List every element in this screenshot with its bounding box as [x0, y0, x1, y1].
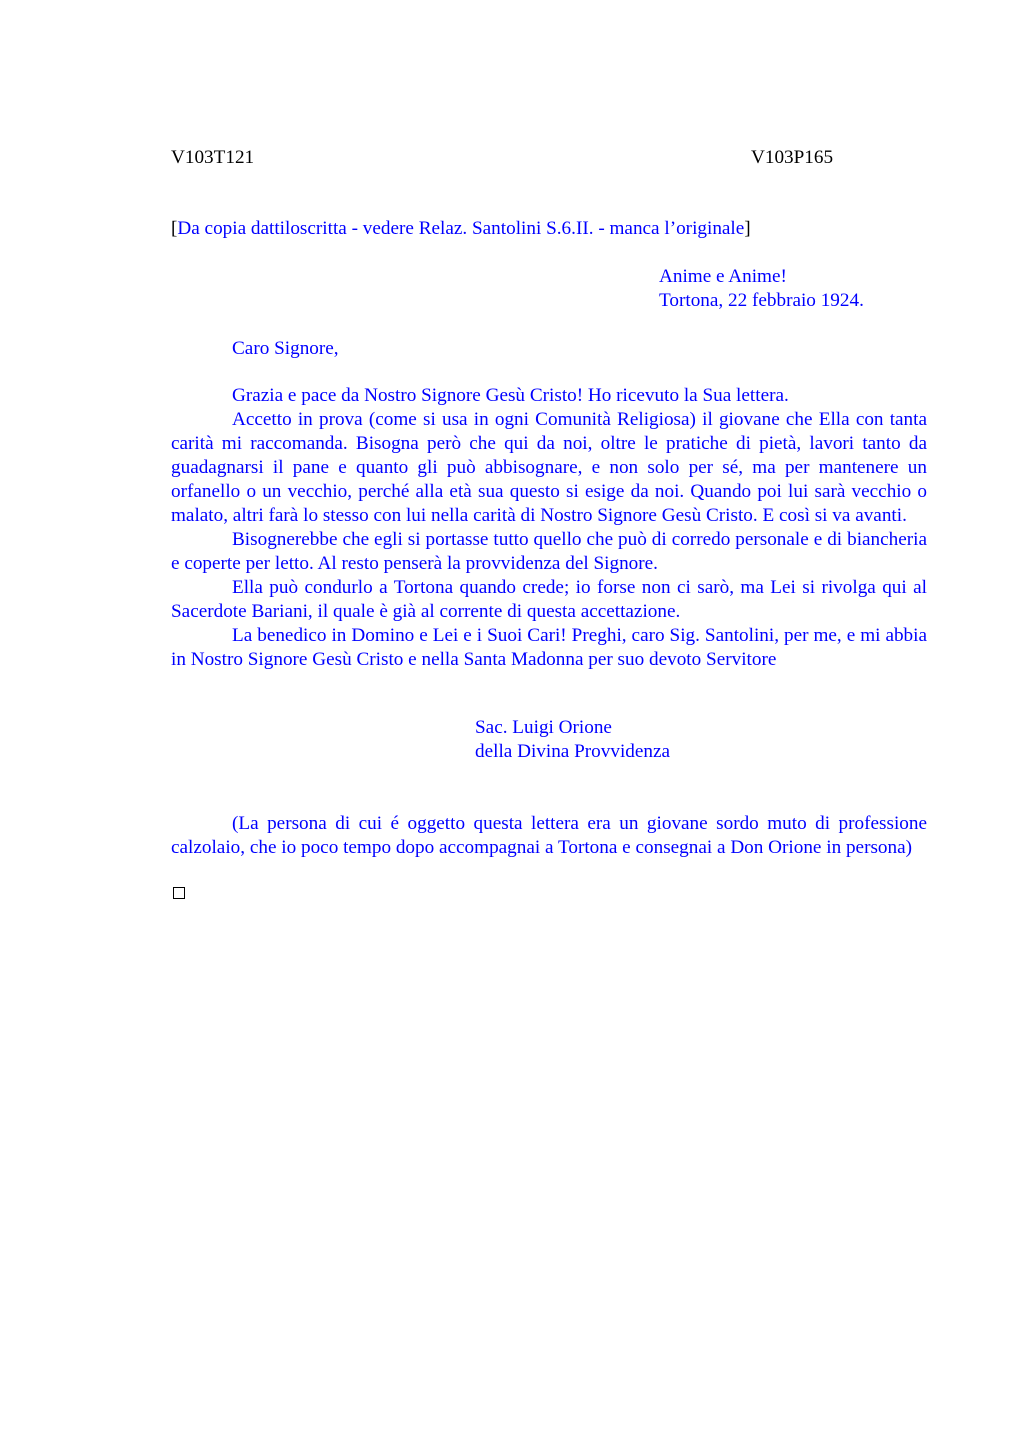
letter-paragraph: Accetto in prova (come si usa in ogni Comunità Religiosa) il giovane che Ella con tanta carità mi raccomanda. Bisogna però che qui da noi, oltre le pratiche di pietà, lavori tanto da guadagnarsi il pane e quanto gli può abbisognare, e non solo per sé, ma per mantenere un orfanello o un vecchio, perché alla età sua questo si esige da noi. Quando poi lui sarà vecchio o malato, altri farà lo stesso con lui nella carità di Nostro Signore Gesù Cristo. E così si va avanti.	[171, 409, 927, 526]
reference-code-left: V103T121	[171, 147, 255, 168]
end-of-document-box-icon	[173, 887, 185, 899]
letter-paragraph: Bisognerebbe che egli si portasse tutto quello che può di corredo personale e di biancheria e coperte per letto. Al resto penserà la provvidenza del Signore.	[171, 529, 927, 574]
letter-paragraph: La benedico in Domino e Lei e i Suoi Cari! Preghi, caro Sig. Santolini, per me, e mi abbia in Nostro Signore Gesù Cristo e nella Santa Madonna per suo devoto Servitore	[171, 625, 927, 670]
dateline-motto: Anime e Anime!	[659, 266, 787, 287]
letter-paragraph: Ella può condurlo a Tortona quando crede; io forse non ci sarò, ma Lei si rivolga qui al Sacerdote Bariani, il quale è già al corrente di questa accettazione.	[171, 577, 927, 622]
dateline	[659, 265, 864, 313]
signature-title: della Divina Provvidenza	[475, 741, 671, 762]
source-note-text: Da copia dattiloscritta - vedere Relaz. Santolini S.6.II. - manca l’originale	[177, 218, 745, 239]
letter-body	[171, 384, 927, 672]
source-note-close-bracket: ]	[744, 218, 751, 239]
reference-code-right: V103P165	[751, 147, 834, 168]
footnote-text: (La persona di cui é oggetto questa lettera era un giovane sordo muto di professione calzolaio, che io poco tempo dopo accompagnai a Tortona e consegnai a Don Orione in persona)	[171, 813, 927, 858]
source-note-open-bracket: [	[171, 218, 178, 239]
footnote	[171, 812, 927, 860]
signature-name: Sac. Luigi Orione	[475, 717, 612, 738]
source-note	[171, 217, 751, 241]
salutation: Caro Signore,	[232, 338, 339, 359]
signature-block	[475, 716, 670, 764]
letter-paragraph: Grazia e pace da Nostro Signore Gesù Cristo! Ho ricevuto la Sua lettera.	[232, 385, 789, 406]
dateline-place-date: Tortona, 22 febbraio 1924.	[659, 290, 864, 311]
